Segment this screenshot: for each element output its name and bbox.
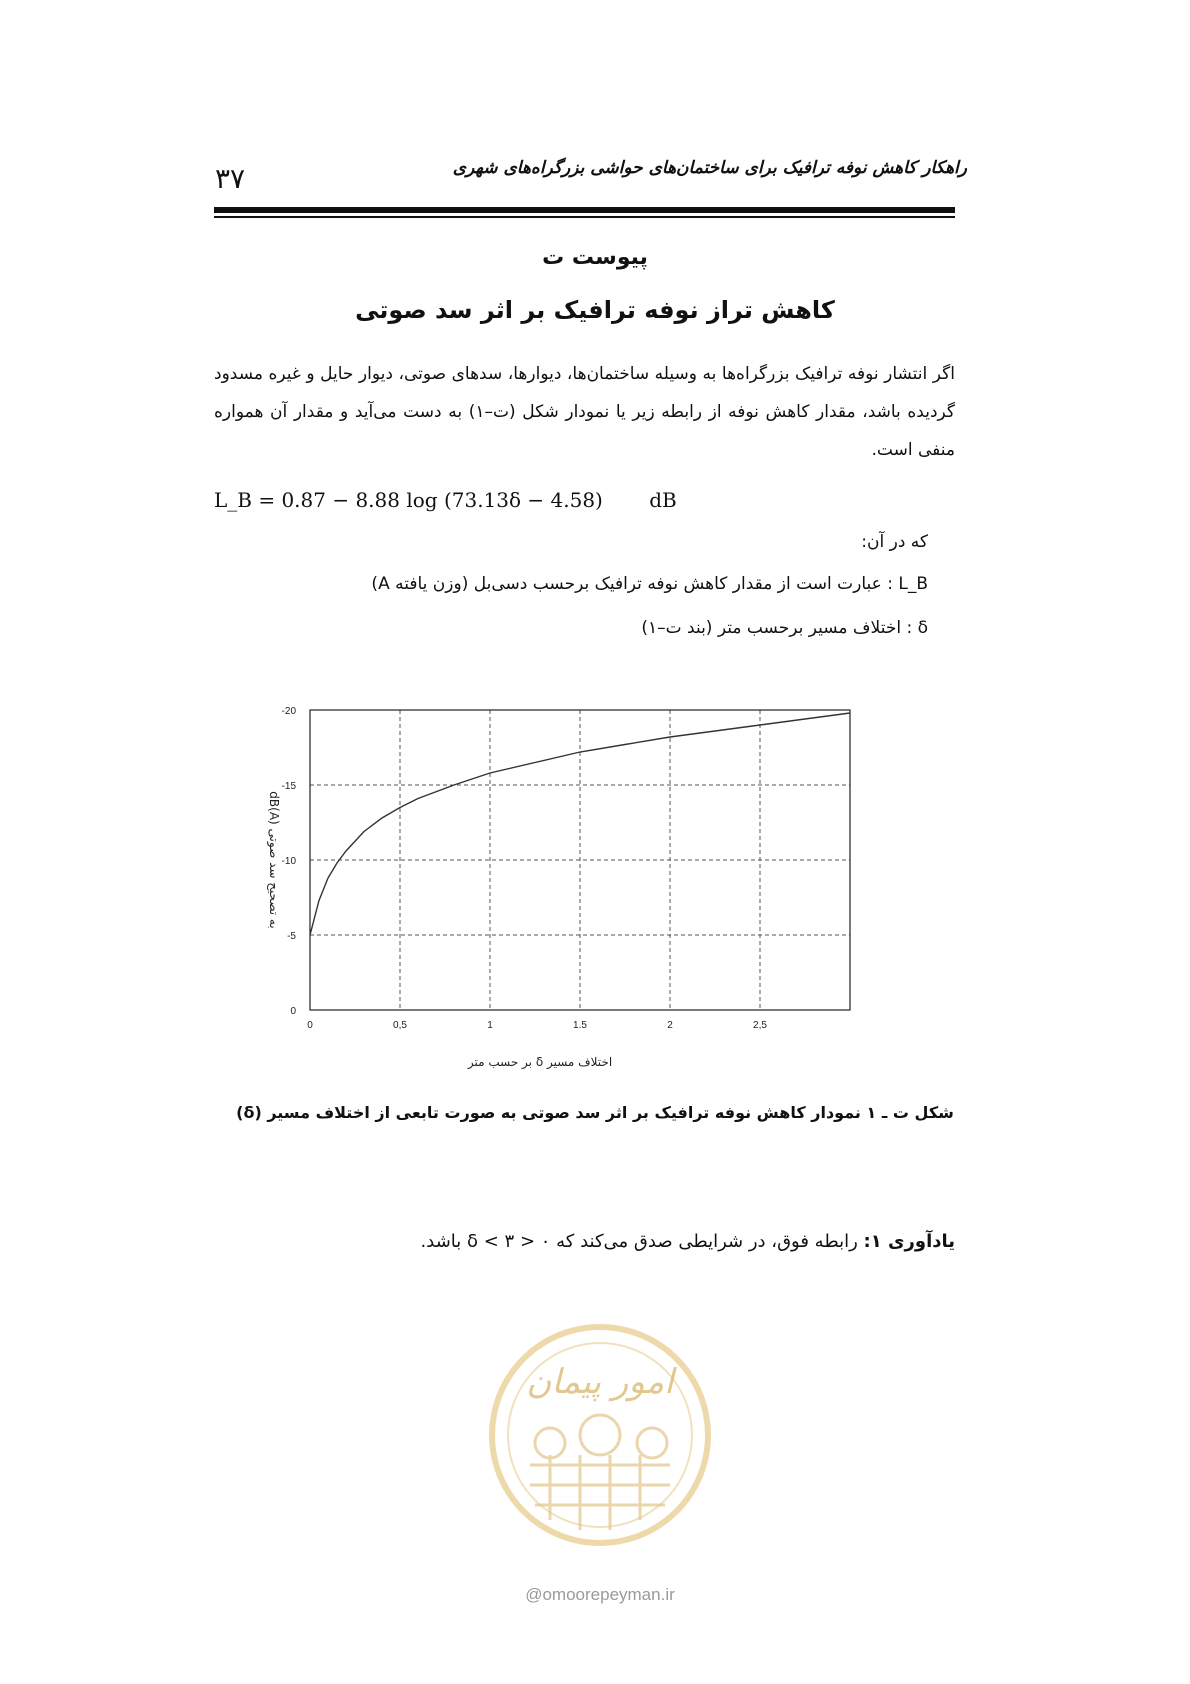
page-number: ۳۷ — [215, 162, 246, 195]
section-title: کاهش تراز نوفه ترافیک بر اثر سد صوتی — [355, 296, 835, 324]
definitions-intro: که در آن: — [861, 532, 928, 552]
definition-lb: L_B : عبارت است از مقدار کاهش نوفه ترافیک برحسب دسی‌بل (وزن یافته A) — [371, 574, 928, 594]
running-title: راهکار کاهش نوفه ترافیک برای ساختمان‌های حواشی بزرگراه‌های شهری — [452, 158, 967, 178]
svg-text:امور پیمان: امور پیمان — [526, 1362, 674, 1402]
y-tick-label: -20 — [281, 706, 296, 717]
body-paragraph: اگر انتشار نوفه ترافیک بزرگراه‌ها به وسیله ساختمان‌ها، دیوارها، سدهای صوتی، دیوار حایل و غیره مسدود گردیده باشد، مقدار کاهش نوفه از رابطه زیر یا نمودار شکل (ت–۱) به دست می‌آید و مقدار آن همواره منفی است. — [214, 364, 956, 460]
figure-caption: شکل ت ـ ۱ نمودار کاهش نوفه ترافیک بر اثر سد صوتی به صورت تابعی از اختلاف مسیر (δ) — [236, 1103, 954, 1122]
x-tick-label: 2,5 — [753, 1020, 767, 1031]
svg-text:@omoorepeyman.ir: @omoorepeyman.ir — [525, 1585, 675, 1604]
note — [421, 1231, 955, 1252]
formula-expression: L_B = 0.87 − 8.88 log (73.13δ − 4.58) — [214, 488, 603, 512]
y-axis-label: dB(A) به تصحیح سد صوتی — [267, 791, 281, 929]
x-tick-label: 0,5 — [393, 1020, 407, 1031]
formula — [214, 488, 677, 512]
y-tick-label: -5 — [287, 931, 296, 942]
appendix-title: پیوست ت — [542, 245, 648, 270]
x-tick-label: 0 — [307, 1020, 313, 1031]
x-tick-label: 1.5 — [573, 1020, 587, 1031]
y-tick-label: 0 — [290, 1006, 296, 1017]
formula-unit: dB — [649, 488, 677, 512]
definition-delta: δ : اختلاف مسیر برحسب متر (بند ت–۱) — [641, 618, 928, 638]
x-tick-label: 2 — [667, 1020, 673, 1031]
note-label: یادآوری ۱: — [863, 1231, 955, 1252]
y-tick-label: -15 — [281, 781, 296, 792]
noise-reduction-chart — [250, 700, 860, 1080]
header-rule-thin — [214, 216, 955, 218]
x-tick-label: 1 — [487, 1020, 493, 1031]
y-tick-label: -10 — [281, 856, 296, 867]
watermark-logo — [480, 1315, 720, 1615]
note-text: رابطه فوق، در شرایطی صدق می‌کند که ۰ < δ < ۳ باشد. — [420, 1231, 858, 1252]
header-rule-thick — [214, 207, 955, 213]
x-axis-label: اختلاف مسیر δ بر حسب متر — [467, 1055, 613, 1069]
